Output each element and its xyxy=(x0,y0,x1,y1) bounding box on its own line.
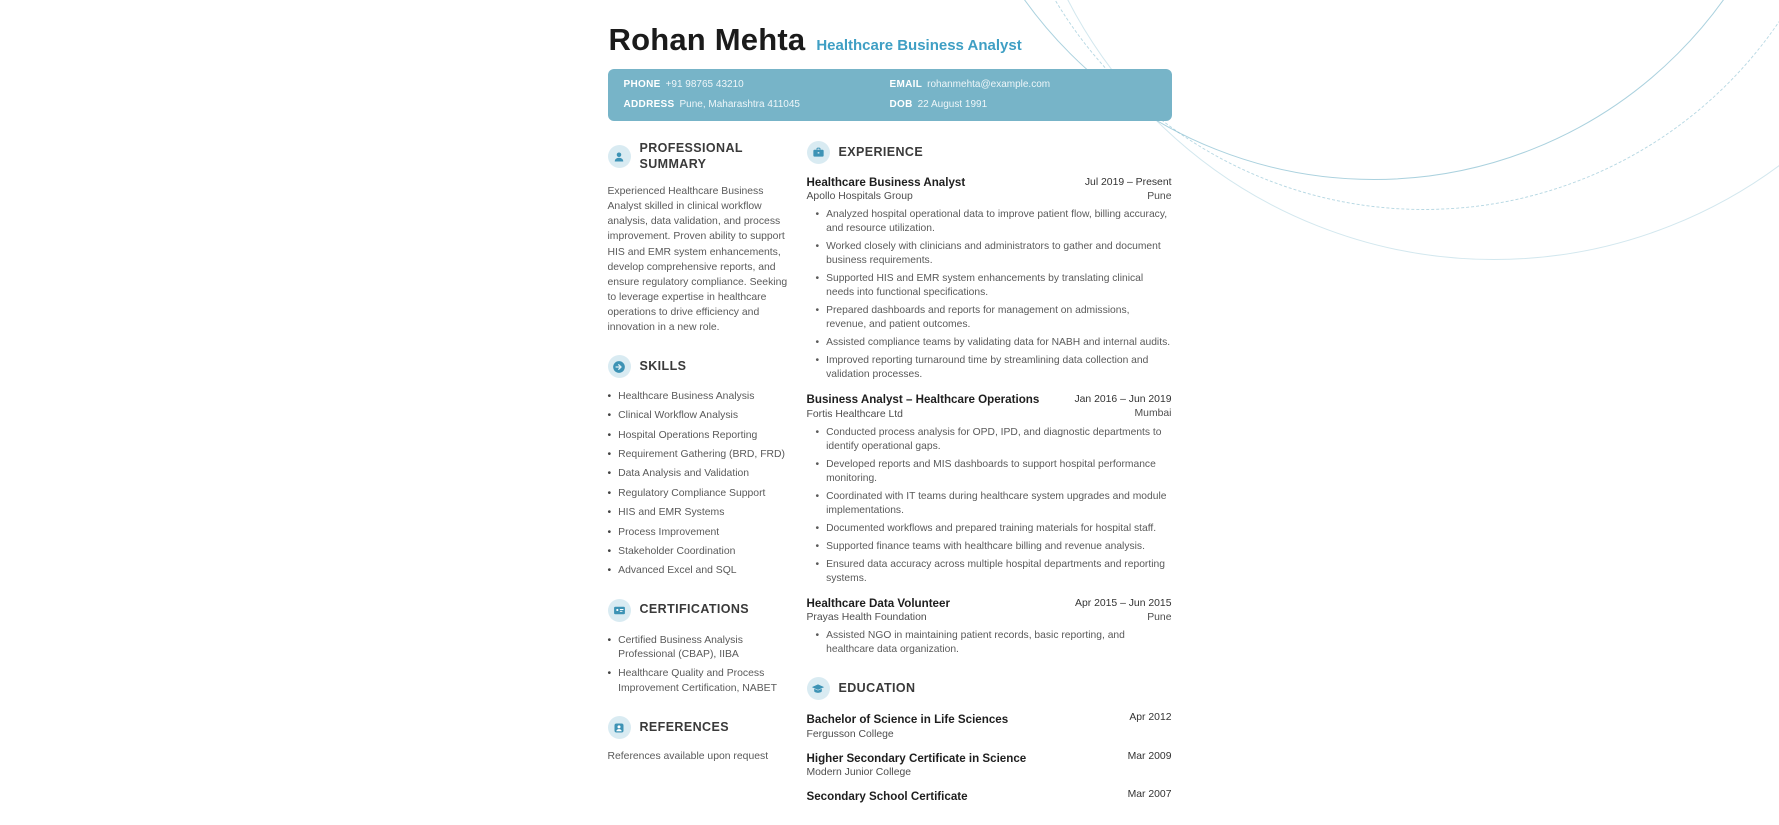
bullet-marker: • xyxy=(816,272,820,300)
certifications-list xyxy=(608,634,789,696)
skill-label: Regulatory Compliance Support xyxy=(618,487,765,501)
job-left xyxy=(807,597,950,623)
job-bullet xyxy=(816,304,1172,332)
header xyxy=(608,22,1172,58)
bullet-marker: • xyxy=(608,429,612,443)
bullet-marker: • xyxy=(816,540,820,554)
bullet-marker: • xyxy=(608,448,612,462)
job-dates: Jan 2016 – Jun 2019 xyxy=(1074,393,1171,406)
experience-title: EXPERIENCE xyxy=(839,145,924,161)
certification-label: Certified Business Analysis Professional (CBAP), IIBA xyxy=(618,634,788,663)
job-bullet xyxy=(816,540,1172,554)
contact-phone xyxy=(624,78,890,91)
job-bullet-text: Documented workflows and prepared training materials for hospital staff. xyxy=(826,522,1156,536)
contact-email xyxy=(890,78,1156,91)
skill-item xyxy=(608,487,789,501)
skill-item xyxy=(608,429,789,443)
address-label: ADDRESS xyxy=(624,99,675,110)
bullet-marker: • xyxy=(816,490,820,518)
contact-dob xyxy=(890,98,1156,111)
skill-label: Process Improvement xyxy=(618,526,719,540)
job-location: Mumbai xyxy=(1074,408,1171,419)
education-degree: Bachelor of Science in Life Sciences xyxy=(807,712,1009,727)
bullet-marker: • xyxy=(608,634,612,663)
skills-heading xyxy=(608,355,789,378)
skill-label: Stakeholder Coordination xyxy=(618,545,735,559)
job-company: Prayas Health Foundation xyxy=(807,612,950,623)
job-bullet xyxy=(816,426,1172,454)
education-items xyxy=(807,712,1172,804)
skill-label: Healthcare Business Analysis xyxy=(618,390,754,404)
job-header xyxy=(807,176,1172,202)
summary-title: PROFESSIONAL SUMMARY xyxy=(640,141,789,172)
references-heading xyxy=(608,716,789,739)
job-bullet-text: Assisted compliance teams by validating data for NABH and internal audits. xyxy=(826,336,1170,350)
bullet-marker: • xyxy=(816,522,820,536)
job-entry xyxy=(807,597,1172,657)
bullet-marker: • xyxy=(816,426,820,454)
person-badge-icon xyxy=(608,716,631,739)
user-icon xyxy=(608,145,631,168)
bullet-marker: • xyxy=(816,629,820,657)
section-experience xyxy=(807,141,1172,657)
candidate-title: Healthcare Business Analyst xyxy=(816,37,1021,54)
contact-bar xyxy=(608,69,1172,121)
skill-label: Requirement Gathering (BRD, FRD) xyxy=(618,448,785,462)
education-heading xyxy=(807,677,1172,700)
section-references xyxy=(608,716,789,762)
bullet-marker: • xyxy=(608,564,612,578)
briefcase-icon xyxy=(807,141,830,164)
section-certifications xyxy=(608,599,789,696)
dob-value: 22 August 1991 xyxy=(918,99,988,110)
job-bullet-text: Prepared dashboards and reports for management on admissions, revenue, and patient outcomes. xyxy=(826,304,1171,332)
job-right xyxy=(1085,176,1172,202)
arrow-circle-icon xyxy=(608,355,631,378)
bullet-marker: • xyxy=(608,667,612,696)
skill-label: Hospital Operations Reporting xyxy=(618,429,757,443)
bullet-marker: • xyxy=(816,336,820,350)
education-left xyxy=(807,789,968,805)
job-bullet-text: Supported HIS and EMR system enhancements by translating clinical needs into functional specifications. xyxy=(826,272,1171,300)
skills-list xyxy=(608,390,789,579)
job-left xyxy=(807,176,966,202)
skill-item xyxy=(608,506,789,520)
resume-page xyxy=(584,0,1196,792)
bullet-marker: • xyxy=(608,506,612,520)
job-bullet-text: Improved reporting turnaround time by streamlining data collection and validation processes. xyxy=(826,354,1171,382)
certifications-title: CERTIFICATIONS xyxy=(640,602,750,618)
job-company: Fortis Healthcare Ltd xyxy=(807,409,1040,420)
education-title: EDUCATION xyxy=(839,681,916,697)
job-bullets xyxy=(807,426,1172,586)
bullet-marker: • xyxy=(816,208,820,236)
id-card-icon xyxy=(608,599,631,622)
job-bullet xyxy=(816,208,1172,236)
job-bullet xyxy=(816,629,1172,657)
skill-item xyxy=(608,448,789,462)
job-bullet-text: Developed reports and MIS dashboards to support hospital performance monitoring. xyxy=(826,458,1171,486)
education-entry xyxy=(807,789,1172,805)
skill-item xyxy=(608,564,789,578)
job-bullet-text: Coordinated with IT teams during healthcare system upgrades and module implementations. xyxy=(826,490,1171,518)
section-professional-summary xyxy=(608,141,789,335)
experience-jobs xyxy=(807,176,1172,657)
section-education xyxy=(807,677,1172,804)
bullet-marker: • xyxy=(816,304,820,332)
bullet-marker: • xyxy=(608,545,612,559)
certification-item xyxy=(608,634,789,663)
bullet-marker: • xyxy=(608,467,612,481)
job-bullets xyxy=(807,629,1172,657)
job-bullet xyxy=(816,490,1172,518)
job-title: Healthcare Data Volunteer xyxy=(807,597,950,611)
right-column xyxy=(807,141,1172,825)
education-left xyxy=(807,751,1027,778)
dob-label: DOB xyxy=(890,99,913,110)
education-entry xyxy=(807,751,1172,778)
job-header xyxy=(807,597,1172,623)
job-bullet-text: Ensured data accuracy across multiple hospital departments and reporting systems. xyxy=(826,558,1171,586)
job-dates: Apr 2015 – Jun 2015 xyxy=(1075,597,1171,610)
job-dates: Jul 2019 – Present xyxy=(1085,176,1172,189)
education-left xyxy=(807,712,1009,739)
skill-item xyxy=(608,545,789,559)
job-bullets xyxy=(807,208,1172,382)
job-bullet-text: Assisted NGO in maintaining patient records, basic reporting, and healthcare data organization. xyxy=(826,629,1171,657)
skill-item xyxy=(608,467,789,481)
job-bullet-text: Worked closely with clinicians and administrators to gather and document business requirements. xyxy=(826,240,1171,268)
job-right xyxy=(1074,393,1171,419)
education-school: Modern Junior College xyxy=(807,767,1027,778)
bullet-marker: • xyxy=(608,390,612,404)
job-left xyxy=(807,393,1040,419)
job-right xyxy=(1075,597,1171,623)
job-entry xyxy=(807,393,1172,585)
job-bullet-text: Analyzed hospital operational data to improve patient flow, billing accuracy, and resource utilization. xyxy=(826,208,1171,236)
bullet-marker: • xyxy=(608,526,612,540)
bullet-marker: • xyxy=(816,240,820,268)
skill-item xyxy=(608,390,789,404)
contact-address xyxy=(624,98,890,111)
summary-heading xyxy=(608,141,789,172)
certification-label: Healthcare Quality and Process Improvement Certification, NABET xyxy=(618,667,788,696)
bullet-marker: • xyxy=(816,558,820,586)
job-bullet-text: Conducted process analysis for OPD, IPD, and diagnostic departments to identify operational gaps. xyxy=(826,426,1171,454)
skill-label: Advanced Excel and SQL xyxy=(618,564,736,578)
bullet-marker: • xyxy=(816,354,820,382)
left-column xyxy=(608,141,789,825)
job-location: Pune xyxy=(1085,191,1172,202)
address-value: Pune, Maharashtra 411045 xyxy=(680,99,800,110)
job-bullet xyxy=(816,336,1172,350)
job-bullet xyxy=(816,272,1172,300)
job-bullet xyxy=(816,354,1172,382)
education-date: Mar 2009 xyxy=(1128,751,1172,778)
job-title: Healthcare Business Analyst xyxy=(807,176,966,190)
candidate-name: Rohan Mehta xyxy=(609,22,806,58)
job-title: Business Analyst – Healthcare Operations xyxy=(807,393,1040,407)
section-skills xyxy=(608,355,789,579)
job-header xyxy=(807,393,1172,419)
phone-label: PHONE xyxy=(624,79,661,90)
education-date: Mar 2007 xyxy=(1128,789,1172,805)
job-bullet xyxy=(816,522,1172,536)
summary-text: Experienced Healthcare Business Analyst skilled in clinical workflow analysis, data validation, and process improvement. Proven ability to support HIS and EMR system enhancements, develop comprehensive reports, and ensure regulatory compliance. Seeking to leverage expertise in healthcare operations to drive efficiency and innovation in a new role. xyxy=(608,184,789,335)
job-bullet xyxy=(816,240,1172,268)
job-bullet xyxy=(816,558,1172,586)
experience-heading xyxy=(807,141,1172,164)
job-company: Apollo Hospitals Group xyxy=(807,191,966,202)
job-entry xyxy=(807,176,1172,382)
phone-value: +91 98765 43210 xyxy=(666,79,744,90)
bullet-marker: • xyxy=(608,487,612,501)
references-text: References available upon request xyxy=(608,751,789,762)
education-degree: Secondary School Certificate xyxy=(807,789,968,804)
skills-title: SKILLS xyxy=(640,359,687,375)
email-value: rohanmehta@example.com xyxy=(927,79,1050,90)
certifications-heading xyxy=(608,599,789,622)
email-label: EMAIL xyxy=(890,79,923,90)
education-entry xyxy=(807,712,1172,739)
references-title: REFERENCES xyxy=(640,720,729,736)
education-degree: Higher Secondary Certificate in Science xyxy=(807,751,1027,766)
graduation-cap-icon xyxy=(807,677,830,700)
skill-label: Data Analysis and Validation xyxy=(618,467,749,481)
bullet-marker: • xyxy=(816,458,820,486)
job-bullet-text: Supported finance teams with healthcare billing and revenue analysis. xyxy=(826,540,1145,554)
bullet-marker: • xyxy=(608,409,612,423)
skill-item xyxy=(608,526,789,540)
skill-label: HIS and EMR Systems xyxy=(618,506,724,520)
certification-item xyxy=(608,667,789,696)
education-date: Apr 2012 xyxy=(1129,712,1171,739)
job-location: Pune xyxy=(1075,612,1171,623)
skill-label: Clinical Workflow Analysis xyxy=(618,409,738,423)
job-bullet xyxy=(816,458,1172,486)
skill-item xyxy=(608,409,789,423)
education-school: Fergusson College xyxy=(807,729,1009,740)
